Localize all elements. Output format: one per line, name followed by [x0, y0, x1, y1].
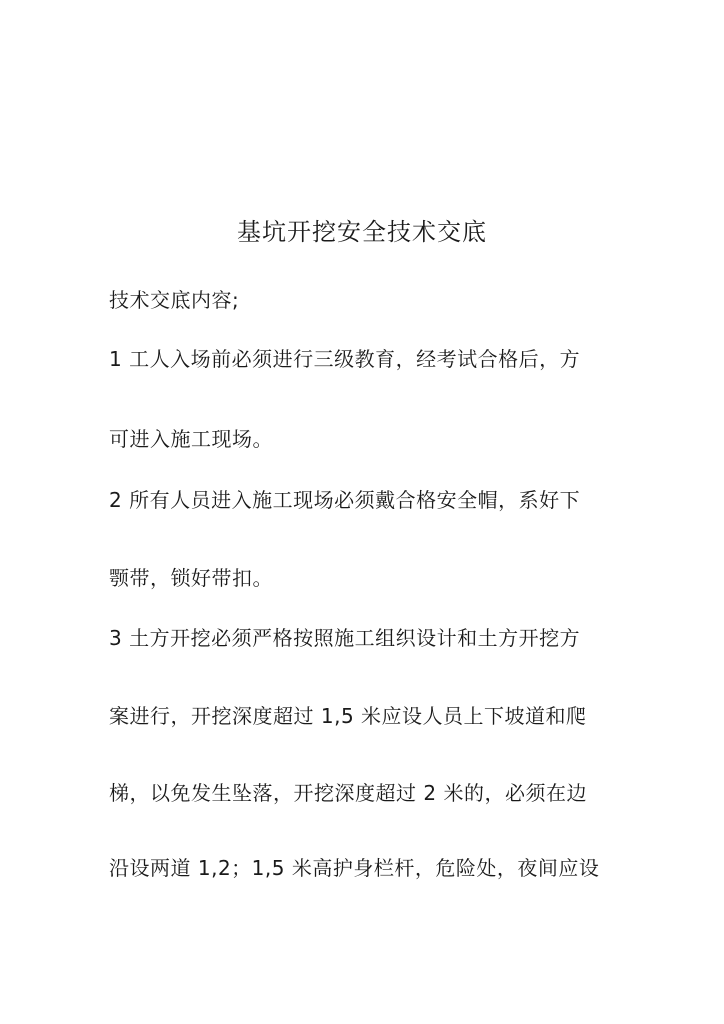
paragraph-line: 沿设两道 1,2；1,5 米高护身栏杆，危险处，夜间应设 [109, 856, 600, 880]
document-title: 基坑开挖安全技术交底 [237, 218, 487, 246]
paragraph-line: 梯，以免发生坠落，开挖深度超过 2 米的，必须在边 [109, 781, 587, 805]
paragraph-line: 颚带，锁好带扣。 [109, 566, 273, 590]
paragraph-line: 可进入施工现场。 [109, 427, 273, 451]
content-heading: 技术交底内容; [109, 288, 240, 312]
paragraph-line: 1 工人入场前必须进行三级教育，经考试合格后，方 [109, 347, 581, 371]
paragraph-line: 3 土方开挖必须严格按照施工组织设计和土方开挖方 [109, 626, 581, 650]
paragraph-line: 2 所有人员进入施工现场必须戴合格安全帽，系好下 [109, 488, 581, 512]
paragraph-line: 案进行，开挖深度超过 1,5 米应设人员上下坡道和爬 [109, 704, 587, 728]
